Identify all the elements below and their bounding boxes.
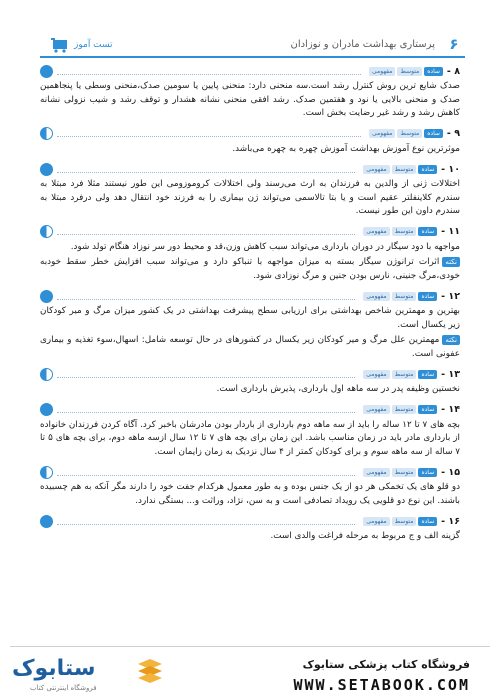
difficulty-tags (363, 227, 437, 236)
question-number: ۱۰ - (441, 163, 460, 175)
difficulty-tags (363, 468, 437, 477)
difficulty-tag: مفهومی (363, 227, 389, 236)
answer-header (40, 162, 460, 176)
answer-header (40, 225, 460, 239)
question-number: ۱۲ - (441, 290, 460, 302)
difficulty-tag: ساده (418, 227, 437, 236)
question-number: ۱۱ - (441, 226, 460, 237)
page-header (40, 33, 465, 57)
answer-header (40, 403, 460, 417)
answer-item (40, 64, 460, 121)
question-number: ۸ - (446, 65, 460, 77)
difficulty-tag: ساده (418, 405, 437, 414)
difficulty-tag: متوسط (392, 370, 417, 379)
dotted-leader (57, 228, 355, 235)
difficulty-tags (363, 517, 437, 526)
answer-item (40, 514, 460, 544)
progress-circle-icon (40, 368, 53, 381)
store-title: فروشگاه کتاب پزشکی ستابوک (302, 658, 470, 671)
answer-text: دو قلو های یک تخمکی هر دو از یک جنس بوده و به طور معمول هرکدام جفت خود را دارند مگر آنکه به هم چسبیده باشند. این نوع دو قلویی یک رویداد تصادفی است و به سن، نژاد، وراثت و... بستگی ندارد. (40, 482, 460, 506)
answer-item (40, 162, 460, 219)
difficulty-tag: مفهومی (363, 292, 389, 301)
answer-item (40, 127, 460, 157)
difficulty-tag: مفهومی (363, 370, 389, 379)
progress-circle-icon (40, 127, 53, 140)
progress-circle-icon (40, 290, 53, 303)
difficulty-tag: متوسط (392, 292, 417, 301)
answers-list (40, 64, 460, 550)
dotted-leader (57, 469, 355, 476)
difficulty-tag: ساده (424, 67, 443, 76)
note-label: نکته (442, 257, 460, 267)
difficulty-tag: ساده (418, 517, 437, 526)
question-number: ۱۶ - (441, 515, 460, 527)
progress-circle-icon (40, 225, 53, 238)
progress-circle-icon (40, 515, 53, 528)
note-text: اثرات ترانوژن سیگار بسته به میزان مواجهه با تنباکو دارد و می‌تواند سبب افزایش خطر سقط خودبه خودی،مرگ جنینی، نارس بودن جنین و مرگ نوزادی شود. (40, 257, 460, 281)
answer-header (40, 514, 460, 528)
dotted-leader (57, 130, 361, 137)
difficulty-tag: ساده (418, 468, 437, 477)
difficulty-tag: مفهومی (363, 165, 389, 174)
header-divider (40, 56, 465, 58)
difficulty-tag: متوسط (397, 129, 422, 138)
difficulty-tag: ساده (424, 129, 443, 138)
difficulty-tag: متوسط (392, 227, 417, 236)
question-number: ۱۳ - (441, 368, 460, 380)
difficulty-tags (363, 405, 437, 414)
dotted-leader (57, 406, 355, 413)
difficulty-tags (363, 165, 437, 174)
answer-text: گزینه الف و ج مربوط به مرحله فراغت والدی است. (270, 531, 460, 541)
store-url[interactable]: WWW.SETABOOK.COM (293, 676, 470, 694)
question-number: ۹ - (446, 128, 460, 139)
difficulty-tag: مفهومی (363, 468, 389, 477)
answer-header (40, 64, 460, 78)
dotted-leader (57, 68, 361, 75)
answer-item (40, 289, 460, 361)
difficulty-tags (363, 370, 437, 379)
difficulty-tags (363, 292, 437, 301)
footer-divider (10, 646, 490, 647)
difficulty-tag: متوسط (392, 517, 417, 526)
answer-text: بهترین و مهمترین شاخص بهداشتی برای ارزیابی سطح پیشرفت بهداشتی در یک کشور میزان مرگ و میر کودکان زیر یکسال است. (40, 306, 460, 330)
answer-text: بچه های ۷ تا ۱۲ ساله را باید از سه ماهه دوم بارداری از باردار بودن مادرشان باخبر کرد. آگاه کردن فرزندان خانواده از بارداری مادر باید در زمان مناسب باشد. این زمان برای بچه های ۷ تا ۱۲ سال ازسه ماهه دوم، برای بچه های ۵ تا ۷ ساله از سه ماهه سوم و برای کودکان کمتر از ۴ سال نزدیک به زمان زایمان است. (40, 419, 460, 457)
difficulty-tag: متوسط (397, 67, 422, 76)
answer-item (40, 367, 460, 397)
logo-subtitle: فروشگاه اینترنتی کتاب (30, 684, 97, 692)
footer-banner (0, 646, 500, 700)
difficulty-tag: مفهومی (369, 67, 395, 76)
dotted-leader (57, 166, 355, 173)
question-number: ۱۵ - (441, 466, 460, 478)
progress-circle-icon (40, 65, 53, 78)
note-text: مهمترین علل مرگ و میر کودکان زیر یکسال در کشورهای در حال توسعه شامل: اسهال،سوء تغذیه و بیماری عفونی است. (40, 335, 460, 359)
setabook-logo[interactable] (12, 652, 122, 696)
dotted-leader (57, 518, 355, 525)
chapter-title: پرستاری بهداشت مادران و نوزادان (290, 39, 435, 50)
answer-header (40, 465, 460, 479)
page-number: ۶ (449, 35, 459, 53)
dotted-leader (57, 371, 355, 378)
answer-item (40, 465, 460, 508)
difficulty-tags (369, 129, 443, 138)
question-number: ۱۴ - (441, 404, 460, 415)
difficulty-tag: مفهومی (363, 405, 389, 414)
difficulty-tag: مفهومی (363, 517, 389, 526)
answer-text: صدک شایع ترین روش کنترل رشد است.سه منحنی دارد: منحنی پایین یا سومین صدک،منحنی وسطی یا پنجاهمین صدک و منحنی بالایی یا نود و هفتمین صدک. رشد افقی منحنی نشانه هشدار و توقف رشد و شیب نزولی نشانه کاهش رشد و رشد غیر رضایت بخش است. (40, 81, 460, 118)
difficulty-tag: ساده (418, 165, 437, 174)
book-stack-icon (136, 658, 164, 688)
answer-header (40, 127, 460, 141)
logo-text: ستابوک (12, 656, 96, 681)
difficulty-tag: ساده (418, 370, 437, 379)
difficulty-tag: متوسط (392, 405, 417, 414)
answer-header (40, 367, 460, 381)
difficulty-tag: مفهومی (369, 129, 395, 138)
note-label: نکته (442, 335, 460, 345)
cart-icon (50, 37, 70, 53)
answer-text: موثرترین نوع آموزش بهداشت آموزش چهره به چهره می‌باشد. (232, 143, 460, 154)
difficulty-tag: متوسط (392, 468, 417, 477)
dotted-leader (57, 293, 355, 300)
progress-circle-icon (40, 403, 53, 416)
answer-item (40, 403, 460, 460)
publisher-brand: تست آموز (74, 40, 113, 50)
answer-text: نخستین وظیفه پدر در سه ماهه اول بارداری، پذیرش بارداری است. (216, 384, 460, 394)
answer-text: مواجهه با دود سیگار در دوران بارداری می‌تواند سبب کاهش وزن،قد و محیط دور سر نوزاد هنگام تولد شود. (70, 241, 460, 252)
difficulty-tag: متوسط (392, 165, 417, 174)
progress-circle-icon (40, 466, 53, 479)
answer-text: اختلالات ژنی از والدین به فرزندان به ارث می‌رسند ولی اختلالات کروموزومی این طور نیستند مثلا فرد مبتلا به سندرم کلاینفلتر عقیم است و یا بتا تالاسمی می‌تواند ژن بیماری را به فرزند خود انتقال دهد ولی درفرد مبتلا به سندرم داون این طور نیست. (40, 179, 460, 216)
note-block (40, 256, 460, 283)
difficulty-tag: ساده (418, 292, 437, 301)
note-block (40, 334, 460, 361)
progress-circle-icon (40, 163, 53, 176)
difficulty-tags (369, 67, 443, 76)
answer-item (40, 225, 460, 284)
answer-header (40, 289, 460, 303)
